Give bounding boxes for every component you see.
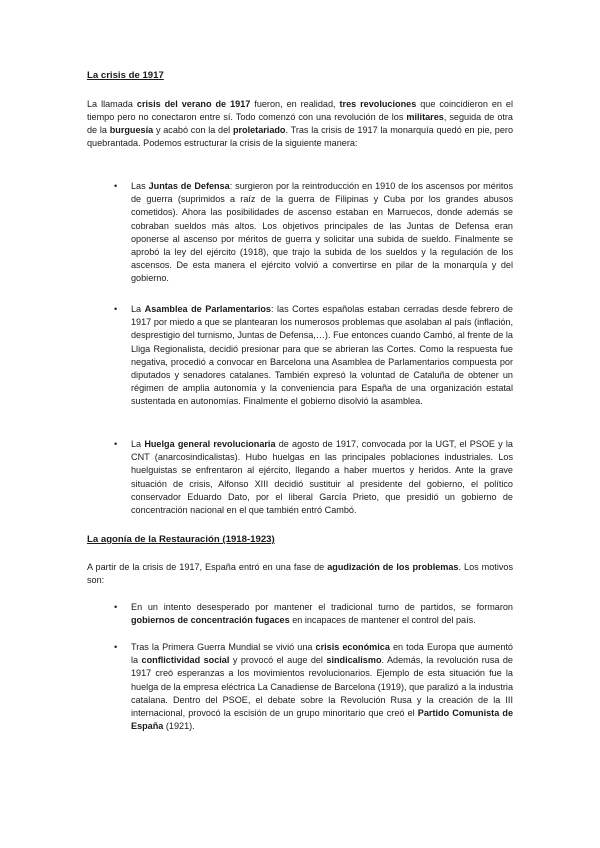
section-title-crisis-1917: La crisis de 1917 xyxy=(87,70,164,81)
emphasis-text: Huelga general revolucionaria xyxy=(144,439,276,449)
emphasis-text: Partido Comunista de España xyxy=(131,708,514,732)
emphasis-text: militares xyxy=(406,112,444,123)
emphasis-text: Juntas de Defensa xyxy=(148,181,230,191)
bullet-icon: • xyxy=(114,181,118,191)
emphasis-text: conflictividad social xyxy=(141,655,230,666)
emphasis-text: burguesía xyxy=(109,125,154,136)
emphasis-text: proletariado xyxy=(232,125,286,136)
intro-paragraph-crisis-1917: La llamada crisis del verano de 1917 fueron, en realidad, tres revoluciones que coincidieron en el tiempo pero no conectaron entre sí. Todo comenzó con una revolución de los militares, seguida de otra de la burguesía y acabó con la del proletariado. Tras la crisis de 1917 la monarquía quedó en pie, pero quebrantada. Podemos estructurar la crisis de la siguiente manera: xyxy=(87,99,513,149)
bullet-juntas-de-defensa xyxy=(114,180,513,286)
emphasis-text: sindicalismo xyxy=(326,655,382,666)
emphasis-text: gobiernos de concentración fugaces xyxy=(131,615,290,626)
bullet-icon: • xyxy=(114,439,118,449)
section-title-agonia-restauracion: La agonía de la Restauración (1918-1923) xyxy=(87,534,275,545)
bullet-asamblea-de-parlamentarios xyxy=(114,303,513,409)
emphasis-text: tres revoluciones xyxy=(339,99,417,109)
intro-paragraph-agonia: A partir de la crisis de 1917, España entró en una fase de agudización de los problemas. Los motivos son: xyxy=(87,562,513,586)
bullet-icon: • xyxy=(114,304,118,314)
bullet-text: En un intento desesperado por mantener el tradicional turno de partidos, se formaron gobiernos de concentración fugaces en incapaces de mantener el control del país. xyxy=(131,602,513,626)
bullet-icon: • xyxy=(114,602,118,612)
emphasis-text: agudización de los problemas xyxy=(327,562,459,572)
bullet-text: Las Juntas de Defensa: surgieron por la reintroducción en 1910 de los ascensos por méritos de guerra (suprimidos a raíz de la guerra de Filipinas y Cuba por los grandes abusos cometidos). Ahora las posibilidades de ascenso estaban en Marruecos, donde además se cobraban sueldos más altos. Los objetivos principales de las Juntas de Defensa eran oponerse al ascenso por méritos de guerra y solicitar una subida de sueldo. Finalmente se aprobó la ley del ejército (1918), que trajo la subida de los sueldos y la regulación de los ascensos. De esta manera el ejército volvió a convertirse en pilar de la monarquía y del gobierno. xyxy=(131,181,513,284)
bullet-icon: • xyxy=(114,642,118,652)
bullet-text: Tras la Primera Guerra Mundial se vivió una crisis económica en toda Europa que aumentó la conflictividad social y provocó el auge del sindicalismo. Además, la revolución rusa de 1917 creó esperanzas a los movimientos revolucionarios. Ejemplo de esta situación fue la huelga de la empresa eléctrica La Canadiense de Barcelona (1919), que paralizó a la industria catalana. Dentro del PSOE, el debate sobre la Revolución Rusa y la creación de la III internacional, provocó la escisión de un grupo minoritario que creó el Partido Comunista de España (1921). xyxy=(131,642,514,732)
bullet-huelga-general xyxy=(114,438,513,517)
bullet-text: La Asamblea de Parlamentarios: las Cortes españolas estaban cerradas desde febrero de 1917 por miedo a que se plantearan los numerosos problemas que asolaban al país (inflación, desprestigio del turnismo, Juntas de Defensa,…). Fue entonces cuando Cambó, al frente de la Lliga Regionalista, decidió presionar para que se abrieran las Cortes. Como la respuesta fue negativa, procedió a convocar en Barcelona una Asamblea de Parlamentarios compuesta por diputados y senadores catalanes. También expresó la voluntad de Cataluña de obtener un régimen de amplia autonomía y la conveniencia para España de una organización estatal sustentada en autonomías. Finalmente el gobierno disolvió la asamblea. xyxy=(131,304,513,407)
bullet-crisis-economica xyxy=(114,641,514,733)
bullet-text: La Huelga general revolucionaria de agosto de 1917, convocada por la UGT, el PSOE y la CNT (anarcosindicalistas). Hubo huelgas en las principales poblaciones industriales. Los huelguistas se enfrentaron al ejército, llegando a haber muertos y heridos. Ante la grave situación de crisis, Alfonso XIII decidió sustituir al presidente del gobierno, el político conservador Eduardo Dato, por el liberal García Prieto, que presidió un gobierno de concentración nacional en el que también entró Cambó. xyxy=(131,439,513,516)
emphasis-text: crisis económica xyxy=(315,642,390,652)
emphasis-text: Asamblea de Parlamentarios xyxy=(144,304,271,314)
emphasis-text: crisis del verano de 1917 xyxy=(136,99,251,109)
bullet-gobiernos-concentracion xyxy=(114,601,513,627)
